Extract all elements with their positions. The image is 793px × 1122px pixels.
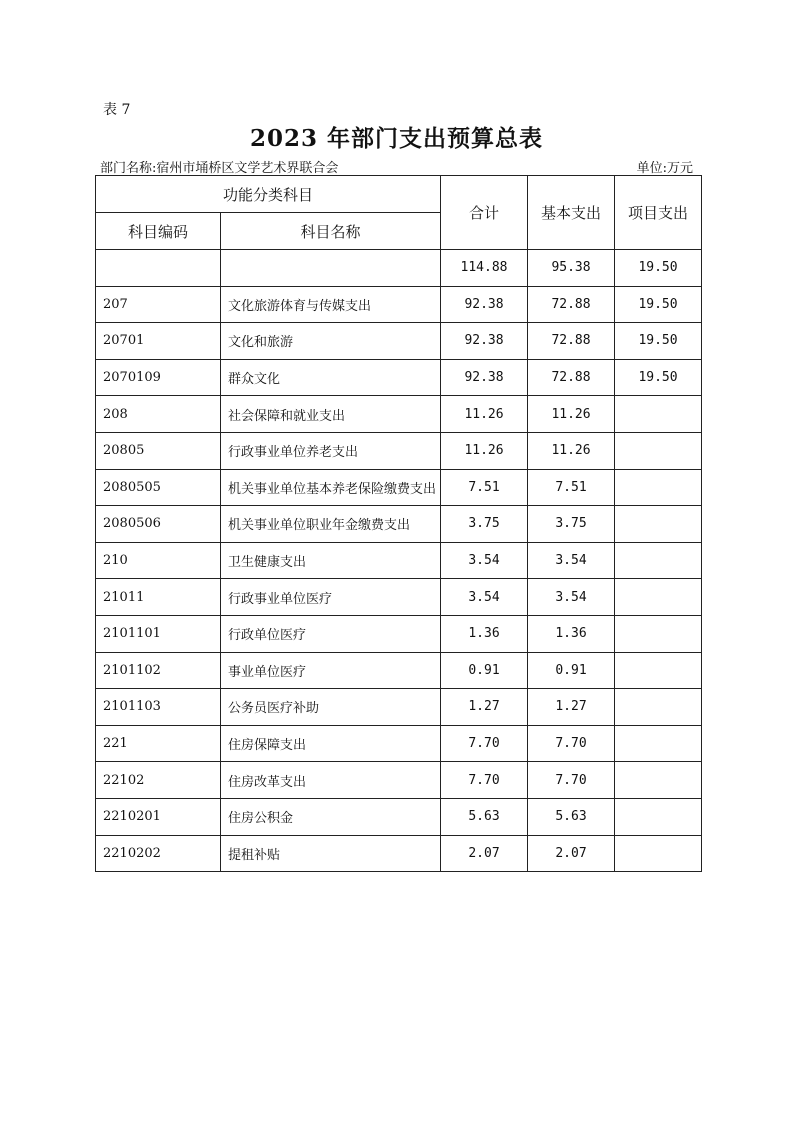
table-row (96, 615, 702, 652)
cell-project (615, 798, 702, 835)
cell-basic: 72.88 (528, 286, 615, 323)
cell-total: 92.38 (441, 286, 528, 323)
cell-project (615, 542, 702, 579)
page-title: 2023 年部门支出预算总表 (249, 125, 544, 152)
cell-code: 207 (96, 286, 221, 323)
cell-code: 2080505 (96, 469, 221, 506)
cell-name: 文化和旅游 (221, 323, 441, 360)
cell-basic: 72.88 (528, 359, 615, 396)
header-project: 项目支出 (615, 176, 702, 250)
cell-total: 7.51 (441, 469, 528, 506)
cell-project (615, 725, 702, 762)
cell-code: 2070109 (96, 359, 221, 396)
cell-code: 2210202 (96, 835, 221, 872)
table-row (96, 469, 702, 506)
cell-basic: 1.27 (528, 689, 615, 726)
cell-project (615, 506, 702, 543)
cell-name: 提租补贴 (221, 835, 441, 872)
cell-project: 19.50 (615, 250, 702, 287)
cell-name: 群众文化 (221, 359, 441, 396)
cell-basic: 7.70 (528, 725, 615, 762)
table-row (96, 652, 702, 689)
cell-project: 19.50 (615, 323, 702, 360)
table-row (96, 725, 702, 762)
cell-code (96, 250, 221, 287)
cell-code: 2080506 (96, 506, 221, 543)
cell-name: 住房改革支出 (221, 762, 441, 799)
cell-total: 1.27 (441, 689, 528, 726)
cell-basic: 3.54 (528, 542, 615, 579)
cell-name: 卫生健康支出 (221, 542, 441, 579)
table-row (96, 359, 702, 396)
cell-code: 20701 (96, 323, 221, 360)
table-row (96, 835, 702, 872)
table-row (96, 432, 702, 469)
cell-name: 行政事业单位养老支出 (221, 432, 441, 469)
header-function-category: 功能分类科目 (96, 176, 441, 213)
cell-basic: 3.54 (528, 579, 615, 616)
table-body (96, 250, 702, 872)
cell-project (615, 689, 702, 726)
cell-name: 行政单位医疗 (221, 615, 441, 652)
cell-basic: 95.38 (528, 250, 615, 287)
cell-total: 0.91 (441, 652, 528, 689)
cell-name: 公务员医疗补助 (221, 689, 441, 726)
header-basic: 基本支出 (528, 176, 615, 250)
table-row (96, 579, 702, 616)
cell-name: 社会保障和就业支出 (221, 396, 441, 433)
cell-basic: 72.88 (528, 323, 615, 360)
cell-basic: 7.51 (528, 469, 615, 506)
cell-project (615, 432, 702, 469)
table-row (96, 396, 702, 433)
cell-total: 7.70 (441, 725, 528, 762)
header-code: 科目编码 (96, 213, 221, 250)
cell-code: 2210201 (96, 798, 221, 835)
cell-name: 事业单位医疗 (221, 652, 441, 689)
table-row (96, 762, 702, 799)
cell-project (615, 762, 702, 799)
cell-project (615, 579, 702, 616)
cell-basic: 11.26 (528, 396, 615, 433)
cell-basic: 7.70 (528, 762, 615, 799)
budget-table (95, 175, 702, 872)
meta-line (100, 157, 693, 176)
table-row (96, 689, 702, 726)
cell-name: 机关事业单位基本养老保险缴费支出 (221, 469, 441, 506)
cell-basic: 1.36 (528, 615, 615, 652)
cell-name (221, 250, 441, 287)
cell-total: 1.36 (441, 615, 528, 652)
cell-name: 住房公积金 (221, 798, 441, 835)
cell-total: 3.54 (441, 579, 528, 616)
cell-total: 5.63 (441, 798, 528, 835)
cell-project (615, 469, 702, 506)
cell-total: 11.26 (441, 396, 528, 433)
cell-code: 208 (96, 396, 221, 433)
cell-code: 20805 (96, 432, 221, 469)
cell-total: 3.75 (441, 506, 528, 543)
cell-code: 22102 (96, 762, 221, 799)
table-row (96, 323, 702, 360)
cell-total: 114.88 (441, 250, 528, 287)
cell-name: 行政事业单位医疗 (221, 579, 441, 616)
cell-project (615, 652, 702, 689)
cell-basic: 0.91 (528, 652, 615, 689)
cell-total: 11.26 (441, 432, 528, 469)
cell-code: 221 (96, 725, 221, 762)
header-name: 科目名称 (221, 213, 441, 250)
cell-project: 19.50 (615, 286, 702, 323)
table-number: 表 7 (103, 102, 131, 118)
cell-project (615, 835, 702, 872)
cell-name: 机关事业单位职业年金缴费支出 (221, 506, 441, 543)
cell-project (615, 615, 702, 652)
header-total: 合计 (441, 176, 528, 250)
cell-code: 2101103 (96, 689, 221, 726)
cell-code: 21011 (96, 579, 221, 616)
cell-basic: 2.07 (528, 835, 615, 872)
cell-basic: 5.63 (528, 798, 615, 835)
cell-name: 文化旅游体育与传媒支出 (221, 286, 441, 323)
cell-code: 2101102 (96, 652, 221, 689)
cell-project: 19.50 (615, 359, 702, 396)
unit-label: 单位:万元 (636, 161, 693, 176)
cell-basic: 3.75 (528, 506, 615, 543)
cell-total: 2.07 (441, 835, 528, 872)
cell-name: 住房保障支出 (221, 725, 441, 762)
cell-project (615, 396, 702, 433)
cell-code: 210 (96, 542, 221, 579)
table-row (96, 542, 702, 579)
table-row (96, 250, 702, 287)
cell-basic: 11.26 (528, 432, 615, 469)
cell-code: 2101101 (96, 615, 221, 652)
cell-total: 7.70 (441, 762, 528, 799)
cell-total: 92.38 (441, 323, 528, 360)
table-row (96, 798, 702, 835)
cell-total: 3.54 (441, 542, 528, 579)
table-row (96, 506, 702, 543)
department-name: 部门名称:宿州市埇桥区文学艺术界联合会 (100, 161, 339, 176)
cell-total: 92.38 (441, 359, 528, 396)
table-row (96, 286, 702, 323)
